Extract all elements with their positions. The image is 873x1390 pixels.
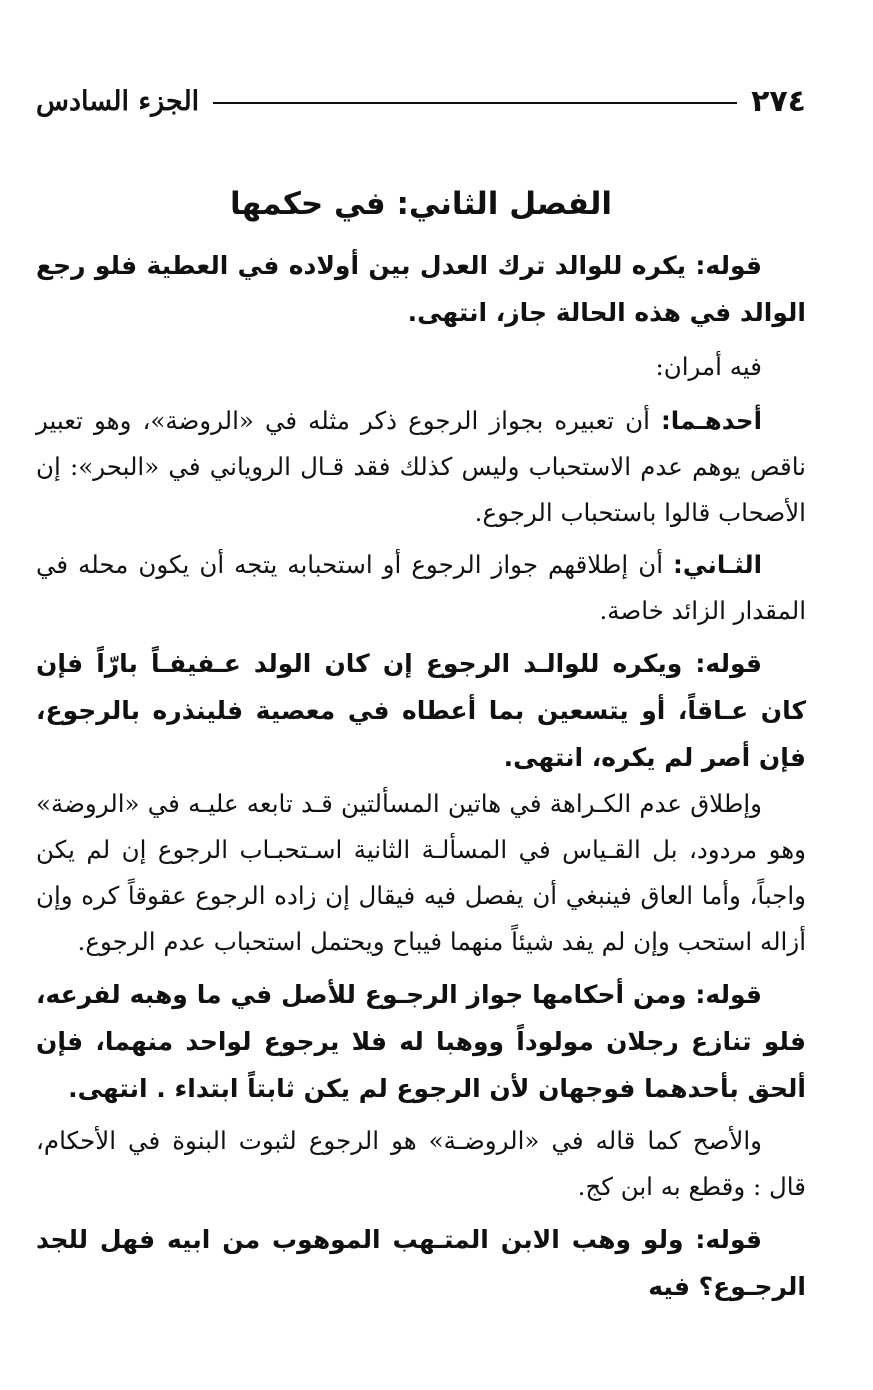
body-paragraph xyxy=(36,398,806,536)
paragraph-text: أن إطلاقهم جواز الرجوع أو استحبابه يتجه أن يكون محله في المقدار الزائد خاصة. xyxy=(36,550,806,625)
quote-paragraph: قوله: ومن أحكامها جواز الرجـوع للأصل في ما وهبه لفرعه، فلو تنازع رجلان مولوداً ووهبا له فلا يرجوع لواحد منهما، فإن ألحق بأحدهما فوجهان لأن الرجوع لم يكن ثابتاً ابتداء . انتهى. xyxy=(36,980,806,1103)
body-paragraph: فيه أمران: xyxy=(655,352,762,381)
body-text xyxy=(36,242,806,1310)
quote-paragraph: قوله: يكره للوالد ترك العدل بين أولاده في العطية فلو رجع الوالد في هذه الحالة جاز، انتهى. xyxy=(36,251,806,327)
paragraph-lead: أحدهـما: xyxy=(661,406,762,435)
body-paragraph xyxy=(36,542,806,634)
body-paragraph: وإطلاق عدم الكـراهة في هاتين المسألتين قـد تابعه عليـه في «الروضة» وهو مردود، بل القـياس في المسألـة الثانية اسـتحبـاب الرجوع إن لم يكن واجباً، وأما العاق فينبغي أن يفصل فيه فيقال إن زاده الرجوع عقوقاً كره وإن أزاله استحب وإن لم يفد شيئاً منهما فيباح ويحتمل استحباب عدم الرجوع. xyxy=(36,789,806,956)
section-title: الفصل الثاني: في حكمها xyxy=(229,186,613,222)
paragraph-lead: الثـاني: xyxy=(673,550,762,579)
quote-paragraph: قوله: ولو وهب الابن المتـهب الموهوب من ابيه فهل للجد الرجـوع؟ فيه xyxy=(36,1225,806,1301)
body-paragraph: والأصح كما قاله في «الروضـة» هو الرجوع لثبوت البنوة في الأحكام، قال : وقطع به ابن كج. xyxy=(36,1126,806,1201)
running-title: الجزء السادس xyxy=(36,85,200,117)
paragraph-text: أن تعبيره بجواز الرجوع ذكر مثله في «الروضة»، وهو تعبير ناقص يوهم عدم الاستحباب وليس كذلك فقد قـال الروياني في «البحر»: إن الأصحاب قالوا باستحباب الرجوع. xyxy=(36,406,806,527)
quote-paragraph: قوله: ويكره للوالـد الرجوع إن كان الولد عـفيفـاً بارّاً فإن كان عـاقاً، أو يتسعين بما أعطاه في معصية فلينذره بالرجوع، فإن أصر لم يكره، انتهى. xyxy=(36,649,806,772)
page-header xyxy=(36,78,806,124)
page-number: ٢٧٤ xyxy=(751,83,806,119)
header-rule xyxy=(213,102,737,104)
